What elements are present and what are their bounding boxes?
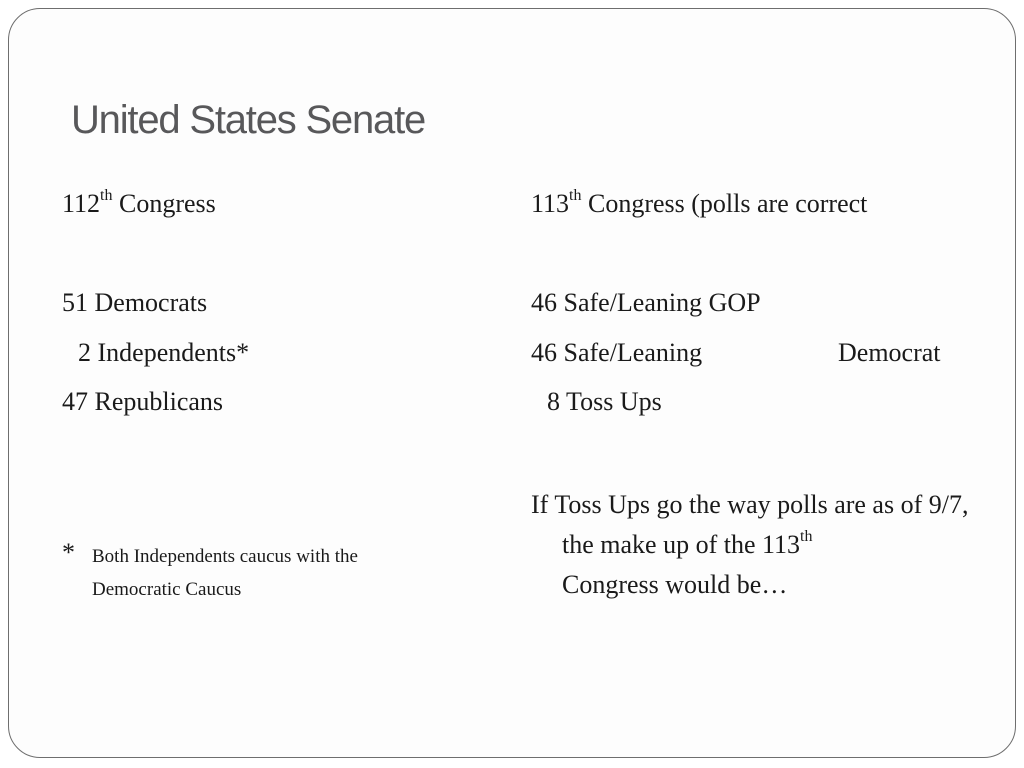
- right-heading-number: 113: [531, 189, 570, 218]
- toss-ups-paragraph-end: Congress would be…: [562, 570, 788, 599]
- toss-ups-paragraph-main: If Toss Ups go the way polls are as of 9/7, the make up of the 113: [531, 490, 969, 559]
- toss-ups-paragraph-suffix: th: [800, 528, 813, 546]
- democrats-count: 51 Democrats: [62, 288, 208, 317]
- republicans-count: 47 Republicans: [62, 387, 224, 416]
- right-heading-suffix: th: [569, 187, 582, 205]
- safe-gop-count: 46 Safe/Leaning GOP: [531, 288, 761, 317]
- right-heading: [531, 189, 867, 219]
- independents-count: 2 Independents*: [78, 338, 250, 367]
- left-heading-text: Congress: [119, 189, 216, 218]
- slide-title: United States Senate: [71, 98, 426, 142]
- left-heading-suffix: th: [100, 187, 113, 205]
- left-heading: [62, 189, 216, 219]
- safe-dem-label: Democrat: [838, 338, 941, 367]
- footnote-mark: *: [62, 538, 75, 567]
- right-heading-text: Congress (polls are correct: [588, 189, 868, 218]
- safe-dem-count: 46 Safe/Leaning: [531, 338, 703, 367]
- toss-ups-paragraph: [531, 485, 971, 605]
- left-heading-number: 112: [62, 189, 101, 218]
- toss-ups-count: 8 Toss Ups: [547, 387, 662, 416]
- footnote-text: Both Independents caucus with the Democratic Caucus: [92, 546, 358, 600]
